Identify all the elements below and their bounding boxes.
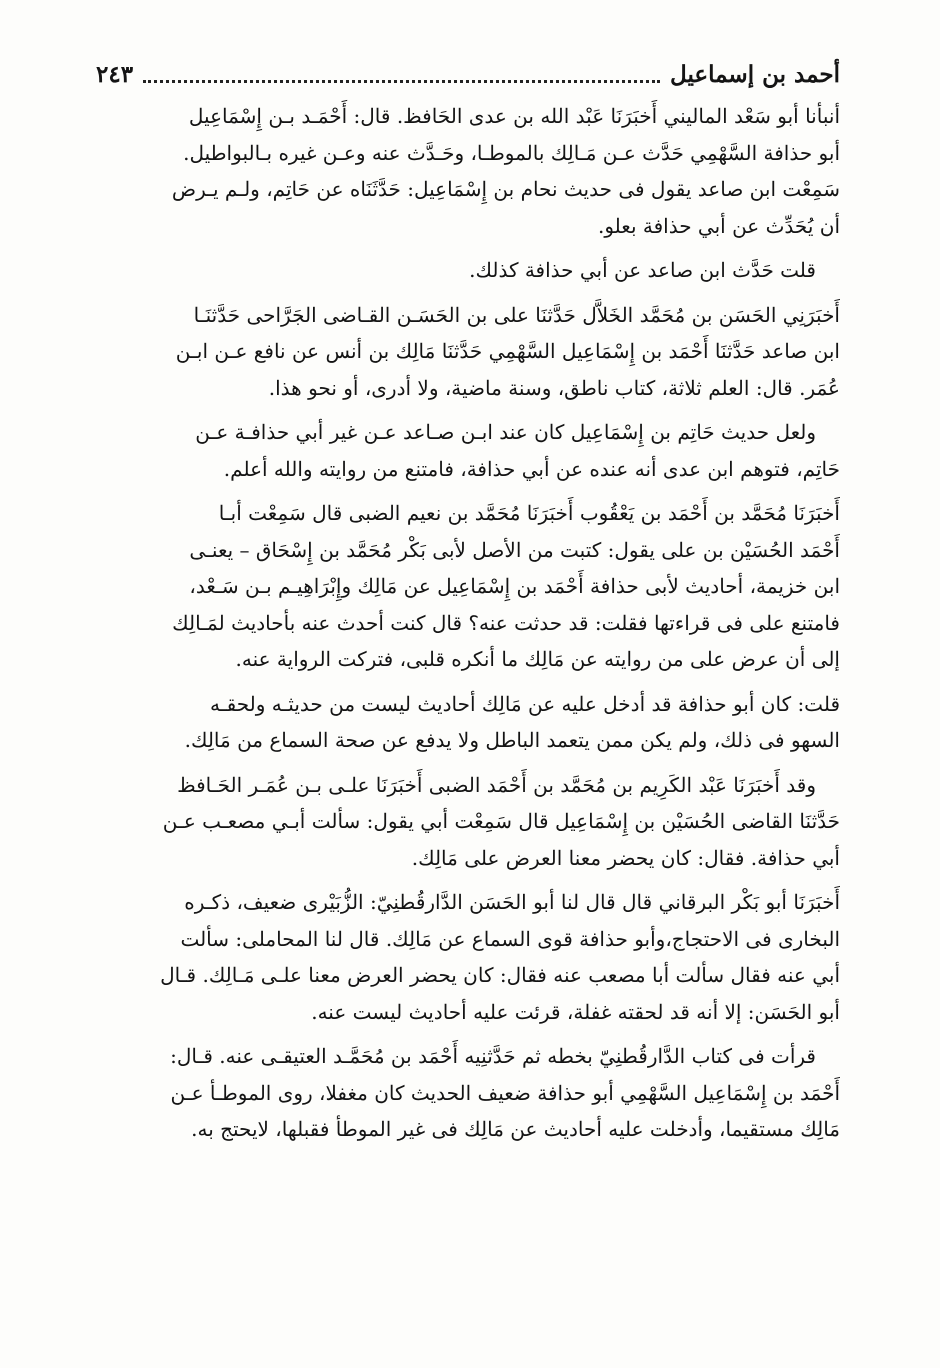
page-body [96,98,840,1344]
paragraph-4: ولعل حديث حَاتِم بن إِسْمَاعِيل كان عند ابـن صـاعد عـن غير أبي حذافـة عـن حَاتِم، فتوهم ابن عدى أنه عنده عن أبي حذافة، فامتنع من روايته والله أعلم. [195,420,840,481]
page-header [96,54,840,94]
paragraph-6: قلت: كان أبو حذافة قد أدخل عليه عن مَالِك أحاديث ليست من حديثـه ولحقـه السهو فى ذلك، ولم يكن ممن يتعمد الباطل ولا يدفع عن صحة السماع من مَالِك. [184,691,840,752]
running-title: أحمد بن إسماعيل [670,60,840,88]
paragraph-2: قلت حَدَّث ابن صاعد عن أبي حذافة كذلك. [469,258,816,282]
header-dot-leader [143,66,660,83]
paragraph-1: أنبأنا أبو سَعْد الماليني أَخبَرَنَا عَبْد الله بن عدى الحَافظ. قال: أَحْمَـد بـن إِسْمَاعِيل أبو حذافة السَّهْمِي حَدَّث عـن مَـالِك بالموطـا، وحَـدَّث عنه وعـن غيره بـالبواطيل. سَمِعْت ابن صاعد يقول فى حديث نحام بن إِسْمَاعِيل: حَدَّثَنَاه عن حَاتِم، ولـم يـرض أن يُحَدِّث عن أبي حذافة بعلو. [171,104,840,238]
book-page [96,54,840,1344]
paragraph-7: وقد أَخبَرَنَا عَبْد الكَرِيم بن مُحَمَّد بن أَحْمَد الضبى أَخبَرَنَا علـى بـن عُمَـر الحَـافظ حَدَّثنَا القاضى الحُسَيْن بن إِسْمَاعِيل قال سَمِعْت أبي يقول: سألت أبـي مصعـب عـن أبي حذافة. فقال: كان يحضر معنا العرض على مَالِك. [162,772,840,870]
paragraph-5: أَخبَرَنَا مُحَمَّد بن أَحْمَد بن يَعْقُوب أَخبَرَنَا مُحَمَّد بن نعيم الضبى قال سَمِعْت أبـا أَحْمَد الحُسَيْن بن على يقول: كتبت من الأصل لأبى بَكْر مُحَمَّد بن إِسْحَاق – يعنـى ابن خزيمة، أحاديث لأبى حذافة أَحْمَد بن إِسْمَاعِيل عن مَالِك وإِبْرَاهِيـم بـن سَـعْد، فامتنع على فى قراءتها فقلت: قد حدثت عنه؟ قال كنت أحدث عنه بأحاديث لمَـالِك إلى أن عرض على من روايته عن مَالِك ما أنكره قلبى، فتركت الرواية عنه. [172,501,840,671]
paragraph-3: أَخبَرَنِي الحَسَن بن مُحَمَّد الخَلاَّل حَدَّثنَا على بن الحَسَـن القـاضى الجَرَّاحى حَدَّثنَـا ابن صاعد حَدَّثنَا أَحْمَد بن إِسْمَاعِيل السَّهْمِي حَدَّثنَا مَالِك بن أنس عن نافع عـن ابـن عُمَر. قال: العلم ثلاثة، كتاب ناطق، وسنة ماضية، ولا أدرى، أو نحو هذا. [175,302,840,400]
paragraph-9: قرأت فى كتاب الدَّارقُطنِيّ بخطه ثم حَدَّثنِيه أَحْمَد بن مُحَمَّـد العتيقـى عنه. قـال: أَحْمَد بن إِسْمَاعِيل السَّهْمِي أبو حذافة ضعيف الحديث كان مغفلا، روى الموطـأ عـن مَالِك مستقيما، وأدخلت عليه أحاديث عن مَالِك فى غير الموطأ فقبلها، لايحتج به. [170,1044,840,1141]
page-number: ٢٤٣ [96,60,134,88]
paragraph-8: أَخبَرَنَا أبو بَكْر البرقاني قال قال لنا أبو الحَسَن الدَّارقُطنِيّ: الزُّبَيْرى ضعيف، ذكـره البخارى فى الاحتجاج،وأبو حذافة قوى السماع عن مَالِك. قال لنا المحاملى: سألت أبي عنه فقال سألت أبا مصعب عنه فقال: كان يحضر العرض معنا علـى مَـالِك. قـال أبو الحَسَن: إلا أنه قد لحقته غفلة، قرئت عليه أحاديث ليست عنه. [160,890,840,1024]
